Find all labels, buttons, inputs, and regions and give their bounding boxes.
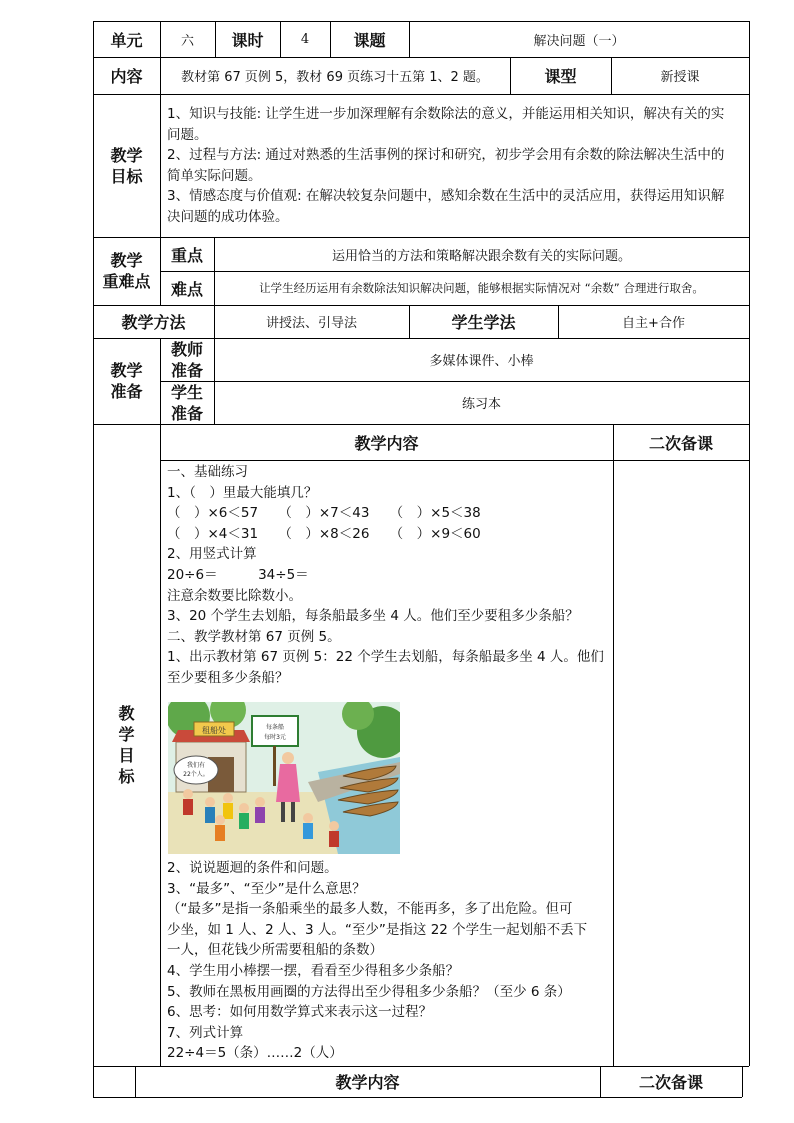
- content-line: 1、（ ）里最大能填几？: [167, 484, 318, 501]
- content-line: 4、学生用小棒摆一摆，看看至少得租多少条船？: [167, 962, 460, 979]
- main-content-top: [167, 462, 611, 689]
- board-text-line-1: 每条船: [265, 724, 285, 731]
- content-line: 一、基础练习: [167, 464, 248, 480]
- content-line: 5、教师在黑板用画圈的方法得出至少得租多少条船？（至少 6 条）: [167, 983, 571, 1000]
- bubble-text-line-1: 我们有: [186, 762, 206, 769]
- content-value: 教材第 67 页例 5，教材 69 页练习十五第 1、2 题。: [181, 70, 489, 85]
- content-line: 注意余数要比除数小。: [167, 587, 302, 604]
- unit-value: 六: [180, 33, 194, 49]
- content-line: （“最多”是指一条船乘坐的最多人数，不能再多，多了出危险。但可: [167, 901, 573, 918]
- board-text-line-2: 每时3元: [264, 734, 286, 741]
- main-side-label-char: 目: [118, 746, 135, 765]
- teaching-method-label: 教学方法: [121, 313, 186, 332]
- objectives-line: 问题。: [167, 126, 208, 143]
- content-line: 至少要租多少条船？: [167, 669, 289, 686]
- content-line: （ ）×6＜57 （ ）×7＜43 （ ）×5＜38: [167, 505, 481, 522]
- main-side-label-char: 标: [118, 767, 135, 786]
- content-label: 内容: [110, 67, 143, 86]
- footer-second-prep-header: 二次备课: [638, 1073, 703, 1092]
- shop-sign-text: 租船处: [202, 726, 226, 735]
- objectives-text: [167, 104, 747, 228]
- preparation-label: [93, 338, 160, 424]
- student-prep-label-line-2: 准备: [170, 403, 203, 423]
- content-line: 20÷6＝ 34÷5＝: [167, 566, 309, 583]
- second-prep-column-header: 二次备课: [648, 433, 713, 453]
- difficult-point-label: 难点: [170, 279, 203, 299]
- student-prep-label-line-1: 学生: [170, 382, 203, 402]
- learning-method-value: 自主+合作: [622, 316, 685, 331]
- key-point-label: 重点: [170, 245, 203, 265]
- student-prep-value: 练习本: [461, 397, 501, 412]
- content-line: 3、“最多”、“至少”是什么意思？: [167, 880, 366, 897]
- content-line: 2、用竖式计算: [167, 546, 257, 563]
- lesson-type-label: 课型: [544, 67, 577, 86]
- objectives-label: [93, 94, 160, 237]
- content-column-header: 教学内容: [354, 433, 419, 453]
- illustration-svg: [168, 702, 400, 854]
- learning-method-label: 学生学法: [451, 313, 516, 332]
- content-line: 一人，但花钱少所需要租船的条数）: [167, 942, 383, 959]
- preparation-label-line-1: 教学: [110, 361, 143, 380]
- objectives-line: 1、知识与技能: 让学生进一步加深理解有余数除法的意义，并能运用相关知识，解决有关的实: [167, 106, 725, 122]
- key-points-label-line-2: 重难点: [102, 272, 151, 291]
- content-line: 少坐，如 1 人、2 人、3 人。“至少”是指这 22 个学生一起划船不丢下: [167, 921, 588, 938]
- topic-value: 解决问题（一）: [533, 33, 625, 49]
- boat-rental-illustration: [168, 702, 400, 854]
- main-content-bottom: [167, 858, 611, 1064]
- footer-content-header: 教学内容: [335, 1073, 400, 1092]
- content-line: 6、思考：如何用数学算式来表示这一过程？: [167, 1004, 433, 1021]
- main-side-label-char: 学: [118, 725, 135, 744]
- content-line: 1、出示教材第 67 页例 5：22 个学生去划船，每条船最多坐 4 人。他们: [167, 649, 604, 666]
- lesson-type-value: 新授课: [660, 70, 700, 85]
- content-line: 2、说说题迴的条件和问题。: [167, 860, 338, 876]
- objectives-line: 2、过程与方法: 通过对熟悉的生活事例的探讨和研究，初步学会用有余数的除法解决生活中的: [167, 147, 725, 164]
- key-points-label-line-1: 教学: [110, 251, 143, 270]
- main-side-label: [93, 424, 160, 1066]
- content-line: 二、教学教材第 67 页例 5。: [167, 628, 341, 645]
- main-side-label-char: 教: [118, 704, 135, 723]
- student-prep-label: [160, 381, 214, 424]
- key-points-label: [93, 237, 160, 305]
- teacher-prep-label: [160, 338, 214, 381]
- unit-label: 单元: [110, 30, 143, 50]
- objectives-line: 决问题的成功体验。: [167, 208, 289, 225]
- objectives-label-line-1: 教学: [110, 145, 143, 165]
- content-line: 7、列式计算: [167, 1024, 244, 1041]
- content-line: 3、20 个学生去划船，每条船最多坐 4 人。他们至少要租多少条船？: [167, 608, 579, 625]
- teacher-prep-label-line-2: 准备: [170, 360, 203, 380]
- preparation-label-line-2: 准备: [110, 382, 143, 401]
- teacher-prep-label-line-1: 教师: [170, 339, 203, 359]
- teaching-method-value: 讲授法、引导法: [265, 316, 357, 331]
- lesson-value: 4: [300, 31, 310, 47]
- objectives-line: 简单实际问题。: [167, 167, 262, 184]
- objectives-line: 3、情感态度与价值观: 在解决较复杂问题中，感知余数在生活中的灵活应用，获得运用知识解: [167, 188, 725, 205]
- content-line: 22÷4＝5（条）……2（人）: [167, 1045, 343, 1062]
- topic-label: 课题: [353, 30, 386, 50]
- teacher-prep-value: 多媒体课件、小棒: [429, 354, 534, 369]
- content-line: （ ）×4＜31 （ ）×8＜26 （ ）×9＜60: [167, 525, 481, 542]
- objectives-label-line-2: 目标: [110, 166, 143, 186]
- difficult-point-value: 让学生经历运用有余数除法知识解决问题，能够根据实际情况对 “余数” 合理进行取舍。: [259, 281, 704, 295]
- key-point-value: 运用恰当的方法和策略解决跟余数有关的实际问题。: [331, 248, 631, 264]
- lesson-label: 课时: [231, 30, 264, 50]
- bubble-text-line-2: 22个人。: [183, 771, 209, 778]
